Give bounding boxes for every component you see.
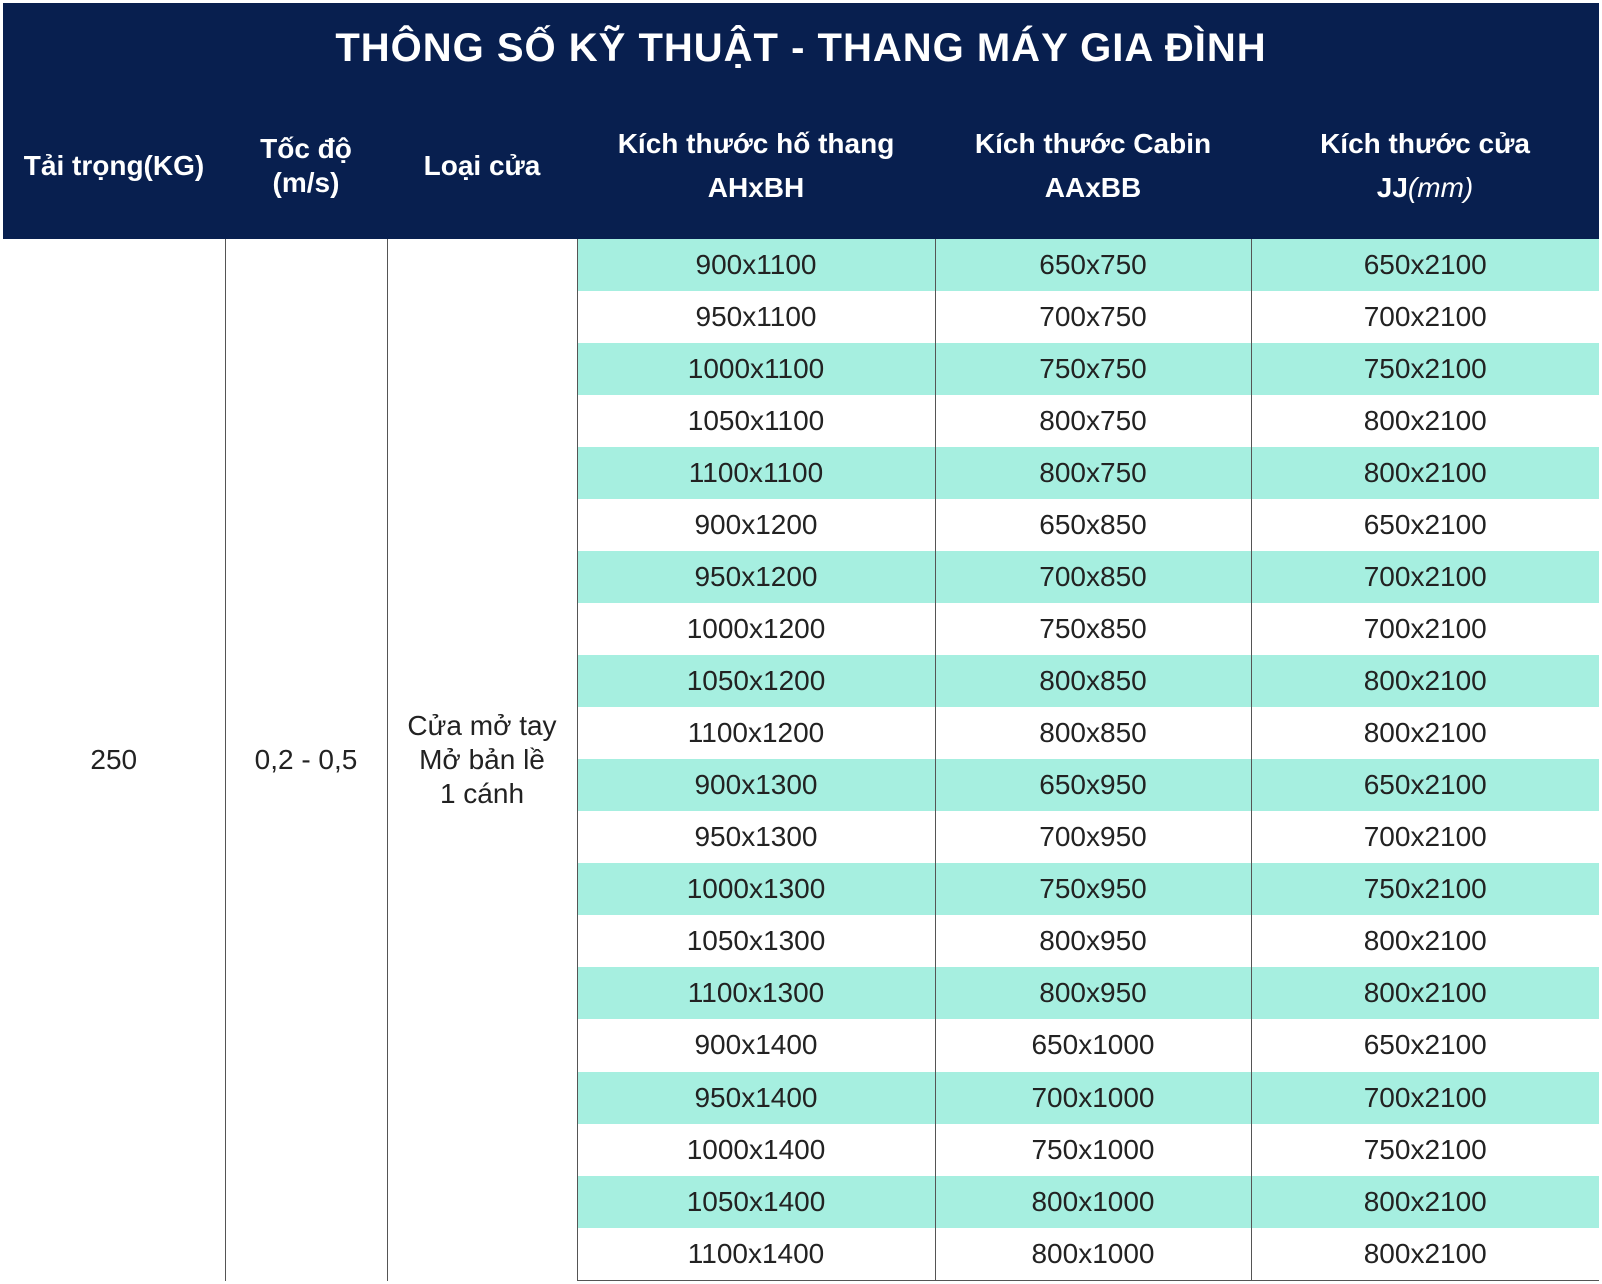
door-size-cell: 800x2100	[1251, 655, 1599, 707]
door-size-cell: 700x2100	[1251, 1072, 1599, 1124]
shaft-cell: 1000x1200	[577, 603, 935, 655]
cabin-cell: 800x750	[935, 447, 1251, 499]
shaft-cell: 950x1100	[577, 291, 935, 343]
cabin-cell: 800x950	[935, 967, 1251, 1019]
spec-table	[3, 93, 1599, 1281]
spec-body	[3, 239, 1599, 1281]
header-door-size-label: Kích thước cửa	[1320, 128, 1530, 159]
cabin-cell: 700x1000	[935, 1072, 1251, 1124]
header-shaft-label: Kích thước hố thang	[617, 128, 895, 159]
header-door-type: Loại cửa	[387, 93, 577, 239]
door-type-line: Mở bản lề	[419, 743, 545, 775]
header-door-size-code	[1251, 166, 1599, 210]
shaft-cell: 1000x1400	[577, 1124, 935, 1176]
cabin-cell: 650x850	[935, 499, 1251, 551]
header-cabin-label: Kích thước Cabin	[974, 128, 1212, 159]
cabin-cell: 800x950	[935, 915, 1251, 967]
shaft-cell: 1000x1300	[577, 863, 935, 915]
door-size-cell: 700x2100	[1251, 551, 1599, 603]
header-door-size	[1251, 93, 1599, 239]
shaft-cell: 1100x1400	[577, 1228, 935, 1281]
door-size-cell: 650x2100	[1251, 239, 1599, 291]
header-speed	[225, 93, 387, 239]
header-shaft	[577, 93, 935, 239]
cabin-cell: 700x950	[935, 811, 1251, 863]
door-type-line: Cửa mở tay	[407, 709, 557, 741]
shaft-cell: 900x1400	[577, 1019, 935, 1071]
shaft-cell: 1050x1200	[577, 655, 935, 707]
header-shaft-code: AHxBH	[707, 172, 805, 203]
shaft-cell: 1050x1400	[577, 1176, 935, 1228]
door-size-cell: 800x2100	[1251, 707, 1599, 759]
cabin-cell: 800x1000	[935, 1176, 1251, 1228]
door-size-cell: 800x2100	[1251, 1176, 1599, 1228]
shaft-cell: 1050x1100	[577, 395, 935, 447]
page-title: THÔNG SỐ KỸ THUẬT - THANG MÁY GIA ĐÌNH	[3, 3, 1599, 93]
header-load: Tải trọng(KG)	[3, 93, 225, 239]
door-size-cell: 800x2100	[1251, 967, 1599, 1019]
cabin-cell: 650x1000	[935, 1019, 1251, 1071]
door-size-cell: 750x2100	[1251, 343, 1599, 395]
shaft-cell: 1100x1100	[577, 447, 935, 499]
cabin-cell: 750x1000	[935, 1124, 1251, 1176]
header-door-size-unit: (mm)	[1407, 172, 1474, 203]
shaft-cell: 1100x1300	[577, 967, 935, 1019]
shaft-cell: 1050x1300	[577, 915, 935, 967]
spec-sheet	[3, 3, 1599, 1281]
door-size-cell: 800x2100	[1251, 1228, 1599, 1281]
door-size-cell: 750x2100	[1251, 1124, 1599, 1176]
cabin-cell: 800x750	[935, 395, 1251, 447]
door-type-cell	[387, 239, 577, 1281]
door-type-line: 1 cánh	[439, 777, 525, 809]
cabin-cell: 750x750	[935, 343, 1251, 395]
cabin-cell: 650x950	[935, 759, 1251, 811]
cabin-cell: 800x850	[935, 707, 1251, 759]
table-row	[3, 239, 1599, 291]
header-door-size-jj: JJ	[1376, 172, 1408, 203]
door-size-cell: 800x2100	[1251, 915, 1599, 967]
cabin-cell: 650x750	[935, 239, 1251, 291]
door-size-cell: 750x2100	[1251, 863, 1599, 915]
shaft-cell: 900x1200	[577, 499, 935, 551]
cabin-cell: 750x950	[935, 863, 1251, 915]
speed-cell: 0,2 - 0,5	[225, 239, 387, 1281]
door-size-cell: 800x2100	[1251, 447, 1599, 499]
cabin-cell: 700x850	[935, 551, 1251, 603]
door-size-cell: 700x2100	[1251, 811, 1599, 863]
header-speed-unit: (m/s)	[272, 167, 340, 198]
cabin-cell: 700x750	[935, 291, 1251, 343]
load-cell: 250	[3, 239, 225, 1281]
door-size-cell: 650x2100	[1251, 499, 1599, 551]
header-row	[3, 93, 1599, 239]
header-cabin	[935, 93, 1251, 239]
shaft-cell: 950x1400	[577, 1072, 935, 1124]
shaft-cell: 900x1100	[577, 239, 935, 291]
door-size-cell: 650x2100	[1251, 1019, 1599, 1071]
door-size-cell: 650x2100	[1251, 759, 1599, 811]
shaft-cell: 1000x1100	[577, 343, 935, 395]
cabin-cell: 800x1000	[935, 1228, 1251, 1281]
shaft-cell: 900x1300	[577, 759, 935, 811]
shaft-cell: 950x1200	[577, 551, 935, 603]
header-cabin-code: AAxBB	[1044, 172, 1142, 203]
cabin-cell: 750x850	[935, 603, 1251, 655]
header-speed-label: Tốc độ	[260, 133, 352, 164]
shaft-cell: 1100x1200	[577, 707, 935, 759]
door-size-cell: 700x2100	[1251, 603, 1599, 655]
shaft-cell: 950x1300	[577, 811, 935, 863]
door-size-cell: 800x2100	[1251, 395, 1599, 447]
door-size-cell: 700x2100	[1251, 291, 1599, 343]
cabin-cell: 800x850	[935, 655, 1251, 707]
